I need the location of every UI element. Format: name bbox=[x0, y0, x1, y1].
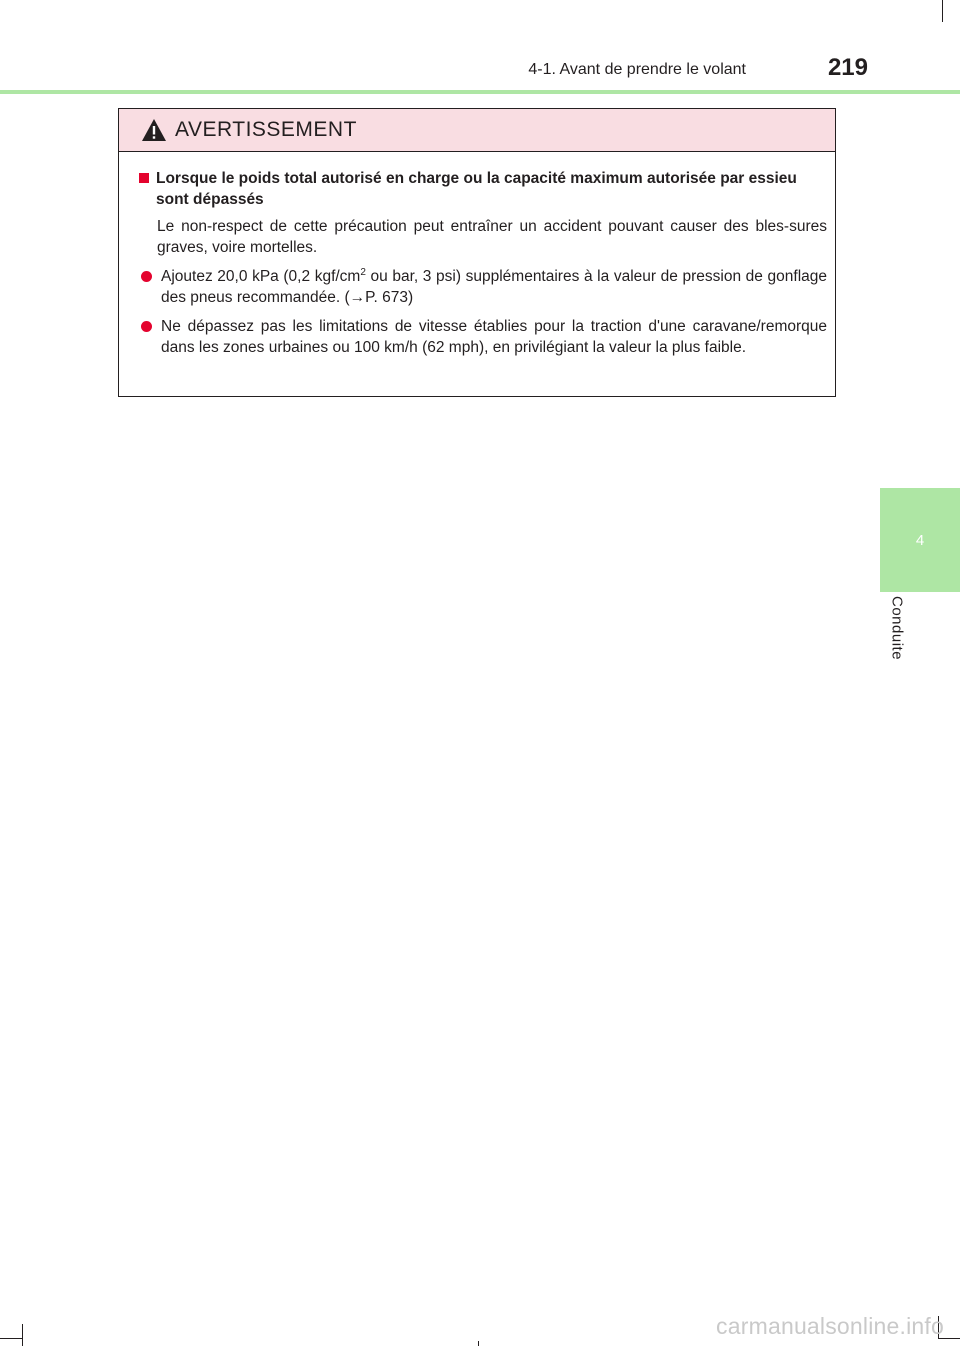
red-square-icon bbox=[139, 173, 149, 183]
warning-box bbox=[118, 108, 836, 397]
bullet-text bbox=[161, 266, 827, 308]
warning-header bbox=[119, 109, 835, 152]
bullet-text: Ne dépassez pas les limitations de vitesse établies pour la traction d'une caravane/remorque dans les zones urbaines ou 100 km/h (62 mph), en privilégiant la valeur la plus faible. bbox=[161, 318, 827, 356]
watermark-text: carmanualsonline.info bbox=[716, 1313, 944, 1339]
chapter-number: 4 bbox=[915, 531, 925, 549]
warning-paragraph: Le non-respect de cette précaution peut entraîner un accident pouvant causer des bles-sures graves, voire mortelles. bbox=[157, 218, 827, 256]
red-bullet-icon bbox=[141, 321, 152, 332]
page-number: 219 bbox=[827, 54, 868, 81]
warning-title: AVERTISSEMENT bbox=[175, 118, 357, 141]
red-bullet-icon bbox=[141, 271, 152, 282]
crop-mark-top bbox=[942, 0, 943, 22]
section-title: 4-1. Avant de prendre le volant bbox=[528, 61, 746, 78]
warning-subheading bbox=[139, 168, 827, 210]
warning-body bbox=[119, 152, 835, 358]
crop-mark-bottom-left-h bbox=[0, 1338, 22, 1339]
superscript: 2 bbox=[360, 266, 366, 278]
crop-mark-bottom-center bbox=[478, 1341, 479, 1346]
warning-triangle-icon bbox=[141, 118, 167, 142]
chapter-tab bbox=[880, 488, 960, 592]
list-item bbox=[139, 266, 827, 308]
bullet-text-part: ou bar, 3 psi) supplémentaires à la valeur de pression de gonflage des pneus recommandée. (→P. 673) bbox=[161, 268, 827, 306]
chapter-label: Conduite bbox=[888, 596, 906, 661]
crop-mark-bottom-left-v bbox=[22, 1324, 23, 1346]
bullet-text-part: Ajoutez 20,0 kPa (0,2 kgf/cm bbox=[161, 268, 361, 285]
list-item bbox=[139, 316, 827, 358]
chapter-label-container bbox=[880, 596, 914, 706]
warning-subheading-text: Lorsque le poids total autorisé en charge ou la capacité maximum autorisée par essieu sont dépassés bbox=[156, 170, 797, 208]
header-rule bbox=[0, 90, 960, 94]
